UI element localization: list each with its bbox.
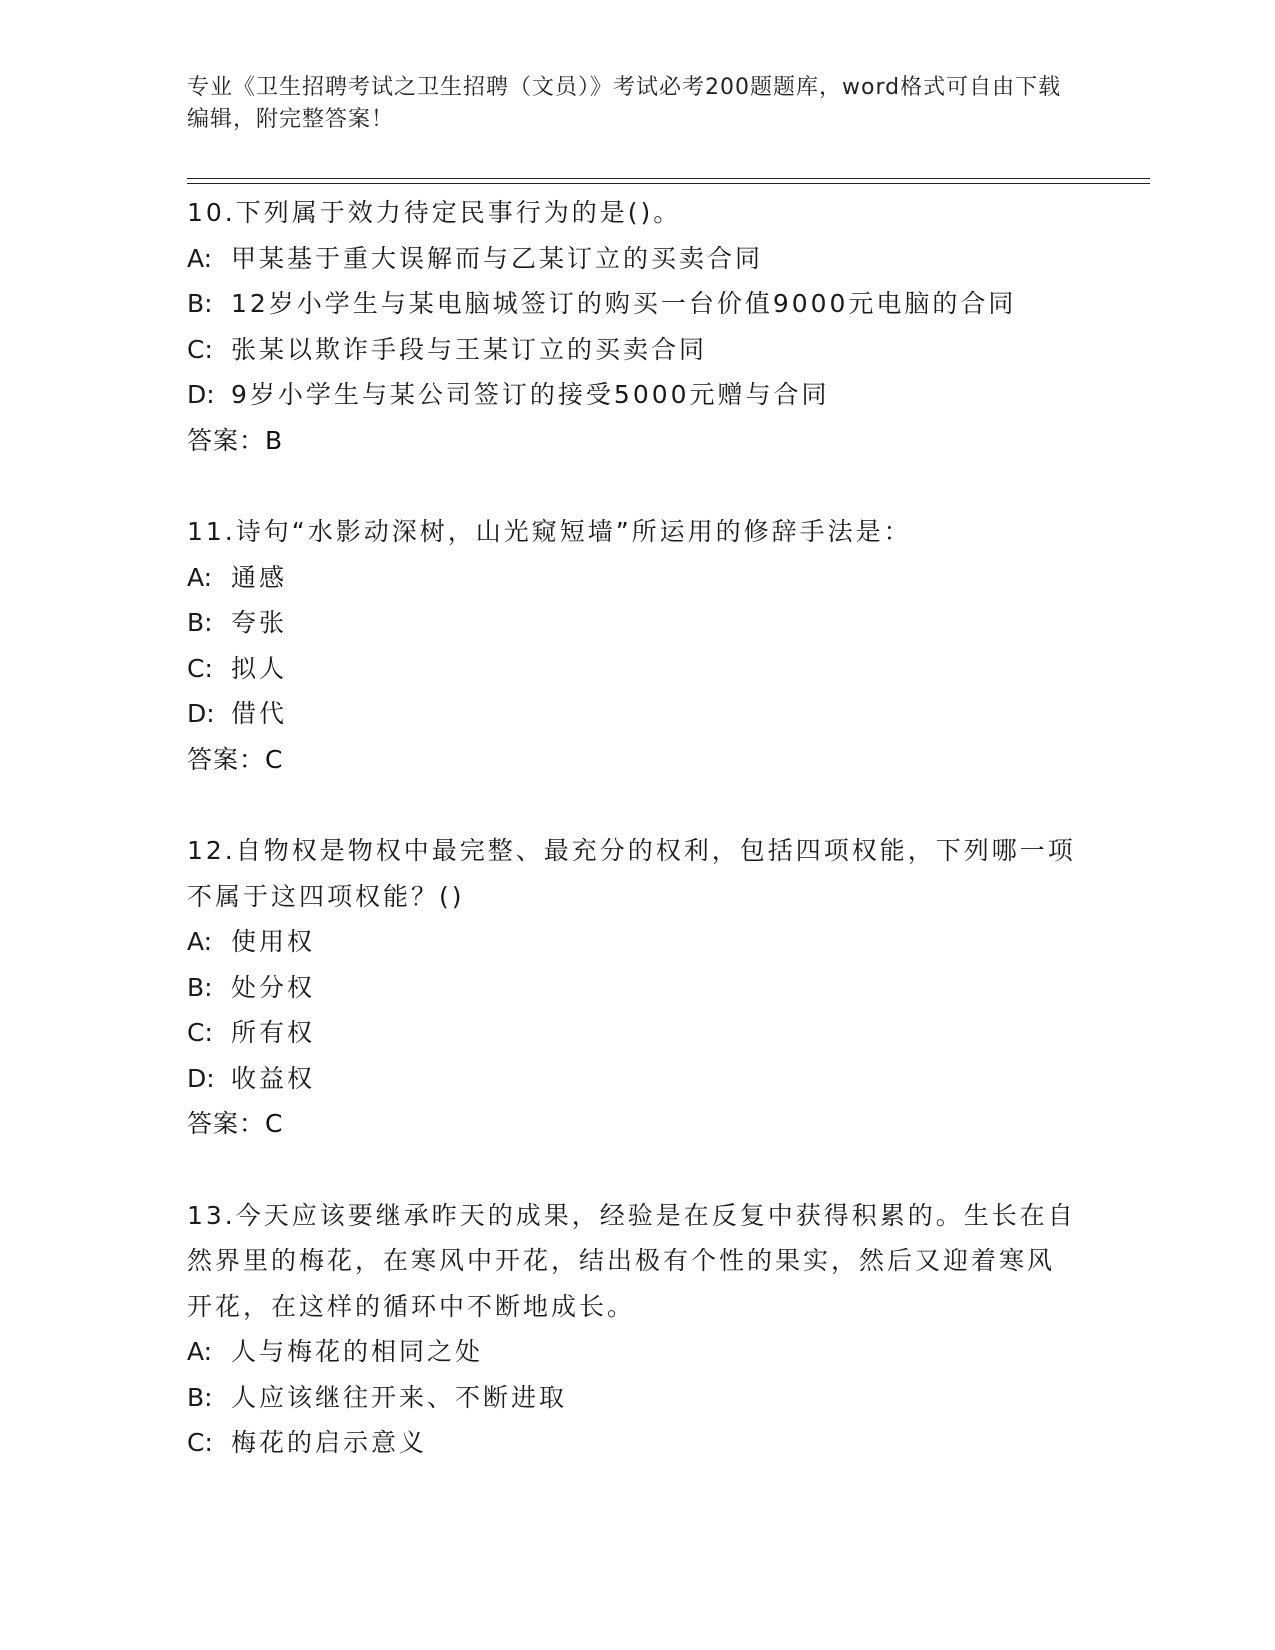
option-letter: C: bbox=[187, 334, 213, 364]
question-13 bbox=[187, 1193, 1077, 1466]
option-c bbox=[187, 1010, 1077, 1056]
option-letter: D: bbox=[187, 380, 215, 409]
option-b bbox=[187, 600, 1077, 646]
option-a bbox=[187, 555, 1077, 601]
question-text: 10.下列属于效力待定民事行为的是()。 bbox=[187, 198, 682, 227]
header-divider-bottom bbox=[187, 183, 1150, 184]
option-letter: B: bbox=[187, 608, 213, 637]
option-letter: B: bbox=[187, 289, 213, 318]
question-text: 13.今天应该要继承昨天的成果，经验是在反复中获得积累的。生长在自然界里的梅花，在寒风中开花，结出极有个性的果实，然后又迎着寒风开花，在这样的循环中不断地成长。 bbox=[187, 1200, 1076, 1321]
answer: 答案：B bbox=[187, 425, 284, 455]
option-text: 所有权 bbox=[231, 1018, 316, 1047]
option-text: 梅花的启示意义 bbox=[231, 1428, 428, 1457]
answer: 答案：C bbox=[187, 1109, 284, 1138]
header-divider-top bbox=[187, 178, 1150, 179]
option-letter: D: bbox=[187, 1063, 215, 1093]
option-text: 9岁小学生与某公司签订的接受5000元赠与合同 bbox=[231, 380, 830, 409]
option-text: 通感 bbox=[231, 562, 288, 592]
option-text: 借代 bbox=[231, 699, 288, 728]
option-a bbox=[187, 1329, 1077, 1375]
option-letter: C: bbox=[187, 1428, 213, 1457]
option-text: 拟人 bbox=[231, 653, 288, 683]
option-d bbox=[187, 1056, 1077, 1102]
question-12 bbox=[187, 828, 1077, 1147]
option-letter: B: bbox=[187, 972, 213, 1002]
option-c bbox=[187, 646, 1077, 692]
option-d bbox=[187, 691, 1077, 737]
answer: 答案：C bbox=[187, 744, 284, 774]
option-a bbox=[187, 919, 1077, 965]
question-list bbox=[187, 190, 1077, 1512]
option-c bbox=[187, 1420, 1077, 1466]
option-letter: A: bbox=[187, 927, 213, 956]
question-text: 12.自物权是物权中最完整、最充分的权利，包括四项权能，下列哪一项不属于这四项权能？() bbox=[187, 836, 1076, 911]
option-letter: A: bbox=[187, 562, 213, 592]
option-b bbox=[187, 1375, 1077, 1421]
option-text: 处分权 bbox=[231, 972, 316, 1002]
option-text: 人应该继往开来、不断进取 bbox=[231, 1382, 568, 1412]
option-text: 张某以欺诈手段与王某订立的买卖合同 bbox=[231, 334, 708, 364]
option-a bbox=[187, 236, 1077, 282]
question-11 bbox=[187, 509, 1077, 782]
option-letter: C: bbox=[187, 1018, 213, 1047]
option-b bbox=[187, 965, 1077, 1011]
document-header: 专业《卫生招聘考试之卫生招聘（文员）》考试必考200题题库，word格式可自由下载编辑，附完整答案！ bbox=[187, 75, 1062, 132]
option-text: 12岁小学生与某电脑城签订的购买一台价值9000元电脑的合同 bbox=[231, 289, 1017, 318]
option-d bbox=[187, 372, 1077, 418]
option-letter: A: bbox=[187, 1337, 213, 1366]
option-c bbox=[187, 327, 1077, 373]
option-letter: A: bbox=[187, 243, 213, 273]
option-b bbox=[187, 281, 1077, 327]
option-text: 人与梅花的相同之处 bbox=[231, 1337, 484, 1366]
option-text: 夸张 bbox=[231, 608, 288, 637]
option-letter: C: bbox=[187, 653, 213, 683]
option-text: 收益权 bbox=[231, 1063, 316, 1093]
option-text: 甲某基于重大误解而与乙某订立的买卖合同 bbox=[231, 243, 764, 273]
question-text: 11.诗句“水影动深树，山光窥短墙”所运用的修辞手法是： bbox=[187, 517, 912, 546]
option-letter: D: bbox=[187, 699, 215, 728]
option-text: 使用权 bbox=[231, 927, 316, 956]
question-10 bbox=[187, 190, 1077, 463]
option-letter: B: bbox=[187, 1382, 213, 1412]
